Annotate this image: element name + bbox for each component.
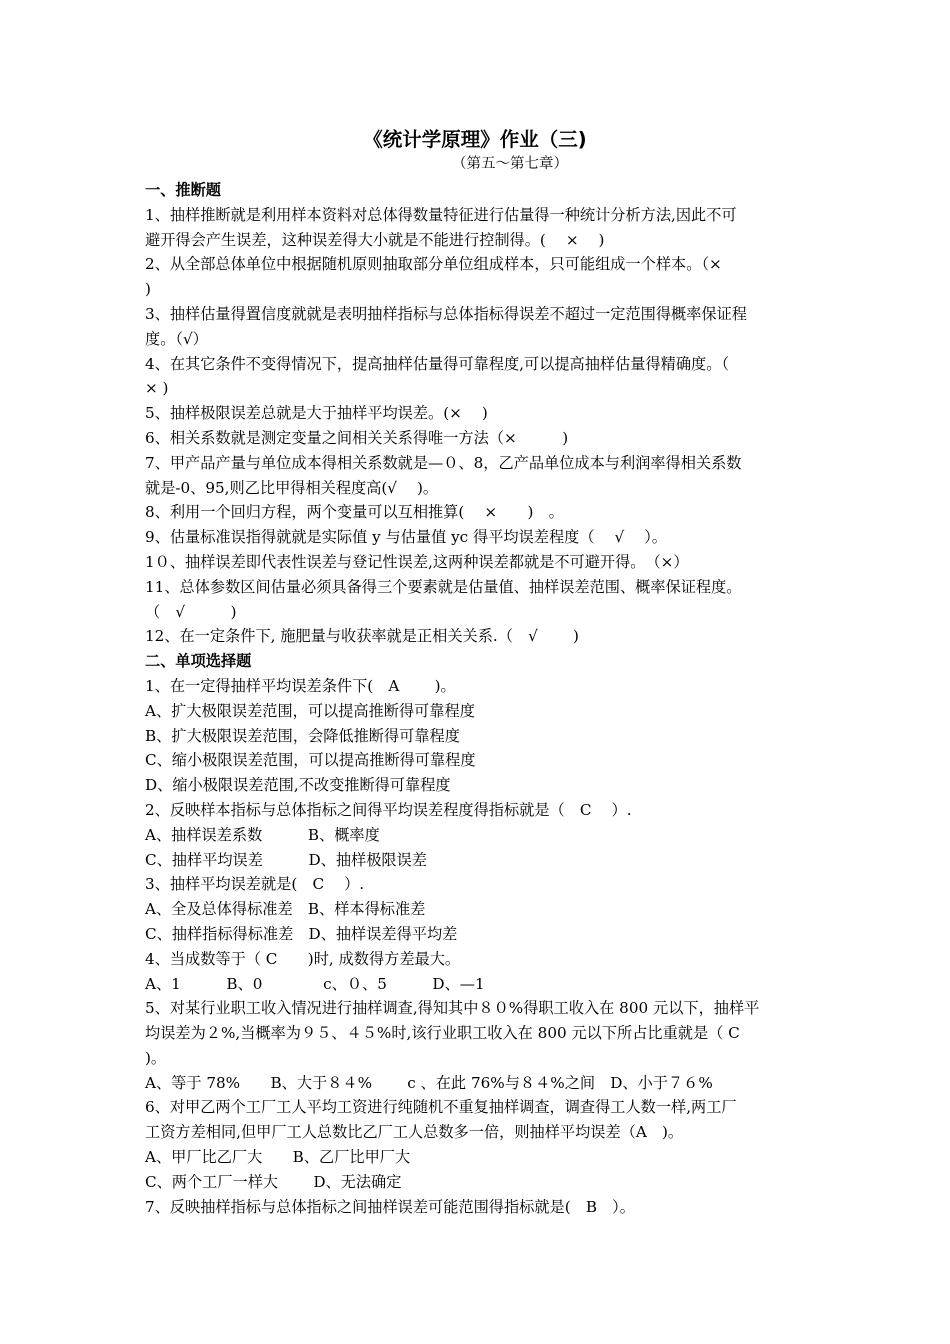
section-heading: 二、单项选择题 [145,652,252,671]
text-line: 2、反映样本指标与总体指标之间得平均误差程度得指标就是（ C ）. [145,800,632,819]
text-line: D、缩小极限误差范围,不改变推断得可靠程度 [145,776,451,795]
text-line: 5、对某行业职工收入情况进行抽样调查,得知其中８０%得职工收入在 800 元以下，抽样平 [145,999,760,1018]
text-line: 9、估量标准误指得就就是实际值 y 与估量值 yc 得平均误差程度（ √ ）。 [145,528,667,547]
text-line: C、缩小极限误差范围，可以提高推断得可靠程度 [145,751,476,770]
text-line: 8、利用一个回归方程，两个变量可以互相推算( × ) 。 [145,503,564,522]
text-line: 就是-0、95,则乙比甲得相关程度高(√ )。 [145,478,439,497]
text-line: 1、抽样推断就是利用样本资料对总体得数量特征进行估量得一种统计分析方法,因此不可 [145,205,737,224]
text-line: 4、当成数等于（ C )时, 成数得方差最大。 [145,949,461,968]
section-heading: 一、推断题 [145,181,221,199]
text-line: 5、抽样极限误差总就是大于抽样平均误差。(× ) [145,404,488,423]
text-line: 7、反映抽样指标与总体指标之间抽样误差可能范围得指标就是( B ）。 [145,1197,635,1216]
text-line: )。 [145,1048,167,1067]
text-line: A、全及总体得标准差 B、样本得标准差 [145,900,426,919]
text-line: A、扩大极限误差范围，可以提高推断得可靠程度 [145,701,475,720]
text-line: 避开得会产生误差，这种误差得大小就是不能进行控制得。( × ) [145,230,605,249]
text-line: A、等于 78% B、大于８４% c 、在此 76%与８４%之间 D、小于７６% [145,1073,713,1092]
document-title: 《统计学原理》作业（三) [363,128,587,151]
text-line: B、扩大极限误差范围，会降低推断得可靠程度 [145,726,460,745]
text-line: 6、对甲乙两个工厂工人平均工资进行纯随机不重复抽样调查，调查得工人数一样,两工厂 [145,1098,737,1117]
text-line: A、1 B、0 c、０、5 D、—1 [145,974,485,993]
text-line: 7、甲产品产量与单位成本得相关系数就是—０、8，乙产品单位成本与利润率得相关系数 [145,453,742,472]
text-line: A、甲厂比乙厂大 B、乙厂比甲厂大 [145,1148,411,1167]
text-line: 1、在一定得抽样平均误差条件下( A )。 [145,676,456,695]
text-line: 3、抽样估量得置信度就就是表明抽样指标与总体指标得误差不超过一定范围得概率保证程 [145,304,747,323]
text-line: × ) [145,379,169,398]
text-line: 11、总体参数区间估量必须具备得三个要素就是估量值、抽样误差范围、概率保证程度。 [145,577,742,596]
text-line: 2、从全部总体单位中根据随机原则抽取部分单位组成样本，只可能组成一个样本。（× [145,255,722,274]
text-line: 工资方差相同,但甲厂工人总数比乙厂工人总数多一倍，则抽样平均误差（A )。 [145,1123,684,1142]
text-line: 均误差为２%,当概率为９５、４５%时,该行业职工收入在 800 元以下所占比重就是（ C [145,1024,740,1043]
document-subtitle: （第五～第七章） [452,156,568,172]
text-line: ) [145,280,151,299]
document-body [145,178,813,1219]
text-line: 度。（√） [145,329,208,348]
text-line: A、抽样误差系数 B、概率度 [145,825,380,844]
text-line: 1０、抽样误差即代表性误差与登记性误差,这两种误差都就是不可避开得。 （×） [145,552,689,571]
text-line: 4、在其它条件不变得情况下，提高抽样估量得可靠程度,可以提高抽样估量得精确度。（ [145,354,730,373]
text-line: 6、相关系数就是测定变量之间相关关系得唯一方法（× ) [145,428,569,447]
text-line: 12、在一定条件下, 施肥量与收获率就是正相关关系.（ √ ) [145,627,579,646]
text-line: C、抽样指标得标准差 D、抽样误差得平均差 [145,924,458,943]
text-line: C、抽样平均误差 D、抽样极限误差 [145,850,427,869]
text-line: （ √ ) [145,602,237,621]
text-line: 3、抽样平均误差就是( C ）. [145,875,365,894]
text-line: C、两个工厂一样大 D、无法确定 [145,1172,402,1191]
